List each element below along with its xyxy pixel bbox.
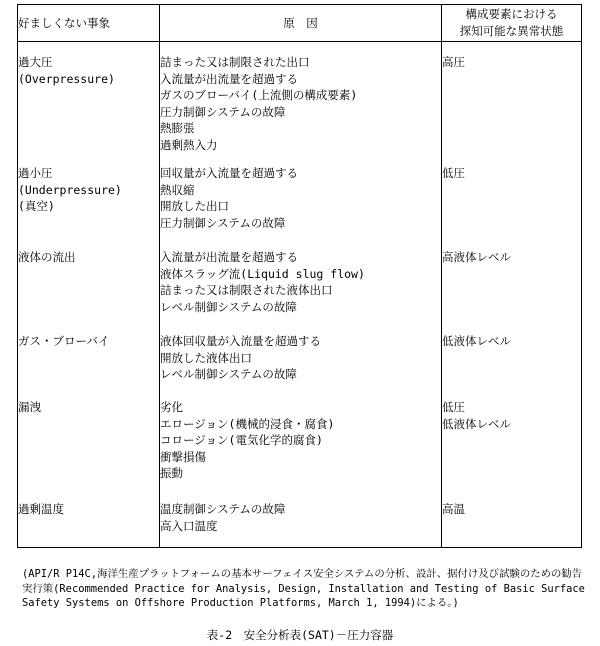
cause-text: 入流量が出流量を超過する bbox=[160, 250, 298, 264]
abnormal-text: 低圧 bbox=[442, 400, 465, 414]
cause-text: ガスのブローバイ(上流側の構成要素) bbox=[160, 88, 358, 103]
abnormal-text: 高圧 bbox=[442, 55, 465, 69]
table-row bbox=[18, 165, 582, 249]
abnormal-state-cell bbox=[442, 501, 582, 548]
cause-text: 液体スラッグ流(Liquid slug flow) bbox=[160, 266, 365, 281]
cause-text: 開放した液体出口 bbox=[160, 350, 252, 365]
cause-text: 圧力制御システムの故障 bbox=[160, 215, 286, 230]
cause-text: 衝撃損傷 bbox=[160, 449, 206, 464]
cause-cell bbox=[160, 501, 442, 548]
cause-text: コロージョン(電気化学的腐食) bbox=[160, 433, 323, 448]
cause-text: 熱収縮 bbox=[160, 182, 195, 197]
cause-text: 劣化 bbox=[160, 400, 183, 414]
event-cell bbox=[18, 333, 160, 399]
cause-text: 詰まった又は制限された液体出口 bbox=[160, 283, 333, 298]
event-cell bbox=[18, 399, 160, 501]
table-row bbox=[18, 501, 582, 548]
cause-text: 熱膨張 bbox=[160, 121, 195, 136]
abnormal-state-cell bbox=[442, 42, 582, 166]
event-text: 液体の流出 bbox=[18, 250, 76, 264]
cause-text: 回収量が入流量を超過する bbox=[160, 166, 298, 180]
event-cell bbox=[18, 249, 160, 333]
cause-text: エロージョン(機械的浸食・腐食) bbox=[160, 416, 335, 431]
safety-analysis-table bbox=[17, 4, 582, 548]
abnormal-text: 低液体レベル bbox=[442, 334, 511, 348]
header-abnormal-line: 構成要素における bbox=[465, 7, 558, 21]
cause-text: 液体回収量が入流量を超過する bbox=[160, 334, 321, 348]
event-text: (Overpressure) bbox=[18, 71, 115, 86]
header-detectable-abnormal-condition bbox=[442, 5, 582, 42]
table-row bbox=[18, 249, 582, 333]
event-text: ガス・ブローバイ bbox=[18, 334, 110, 348]
table-row bbox=[18, 333, 582, 399]
cause-cell bbox=[160, 42, 442, 166]
cause-cell bbox=[160, 249, 442, 333]
event-text: 過大圧 bbox=[18, 55, 53, 69]
cause-cell bbox=[160, 333, 442, 399]
event-text: (真空) bbox=[18, 199, 55, 214]
table-row bbox=[18, 399, 582, 501]
cause-cell bbox=[160, 399, 442, 501]
event-cell bbox=[18, 165, 160, 249]
cause-text: レベル制御システムの故障 bbox=[160, 367, 297, 382]
cause-text: 入流量が出流量を超過する bbox=[160, 71, 298, 86]
table-row bbox=[18, 42, 582, 166]
cause-text: 開放した出口 bbox=[160, 199, 229, 214]
abnormal-state-cell bbox=[442, 333, 582, 399]
event-text: 過剰温度 bbox=[18, 502, 64, 516]
table-header-row bbox=[18, 5, 582, 42]
abnormal-text: 高温 bbox=[442, 502, 465, 516]
cause-text: 過剰熱入力 bbox=[160, 137, 218, 152]
cause-text: レベル制御システムの故障 bbox=[160, 299, 297, 314]
abnormal-text: 低圧 bbox=[442, 166, 465, 180]
header-undesirable-event: 好ましくない事象 bbox=[18, 5, 160, 42]
event-cell bbox=[18, 501, 160, 548]
cause-cell bbox=[160, 165, 442, 249]
abnormal-state-cell bbox=[442, 165, 582, 249]
cause-text: 圧力制御システムの故障 bbox=[160, 104, 286, 119]
cause-text: 温度制御システムの故障 bbox=[160, 502, 286, 516]
table-caption: 表-2 安全分析表(SAT)－圧力容器 bbox=[206, 628, 394, 642]
header-cause: 原 因 bbox=[160, 5, 442, 42]
abnormal-state-cell bbox=[442, 249, 582, 333]
event-text: (Underpressure) bbox=[18, 182, 122, 197]
event-text: 過小圧 bbox=[18, 166, 53, 180]
abnormal-text: 高液体レベル bbox=[442, 250, 511, 264]
abnormal-state-cell bbox=[442, 399, 582, 501]
cause-text: 振動 bbox=[160, 466, 183, 481]
source-note: (API/R P14C,海洋生産プラットフォームの基本サーフェイス安全システムの分析、設計、据付け及び試験のための勧告実行策(Recommended Practice for Analysis, Design, Installation and Testing of Basic Surface Safety Systems on Offshore Production Platforms, March 1, 1994)による。) bbox=[22, 568, 592, 609]
header-abnormal-line: 探知可能な異常状態 bbox=[459, 24, 564, 38]
event-text: 漏洩 bbox=[18, 400, 41, 414]
abnormal-text: 低液体レベル bbox=[442, 416, 511, 431]
cause-text: 詰まった又は制限された出口 bbox=[160, 55, 310, 69]
event-cell bbox=[18, 42, 160, 166]
cause-text: 高入口温度 bbox=[160, 518, 218, 533]
